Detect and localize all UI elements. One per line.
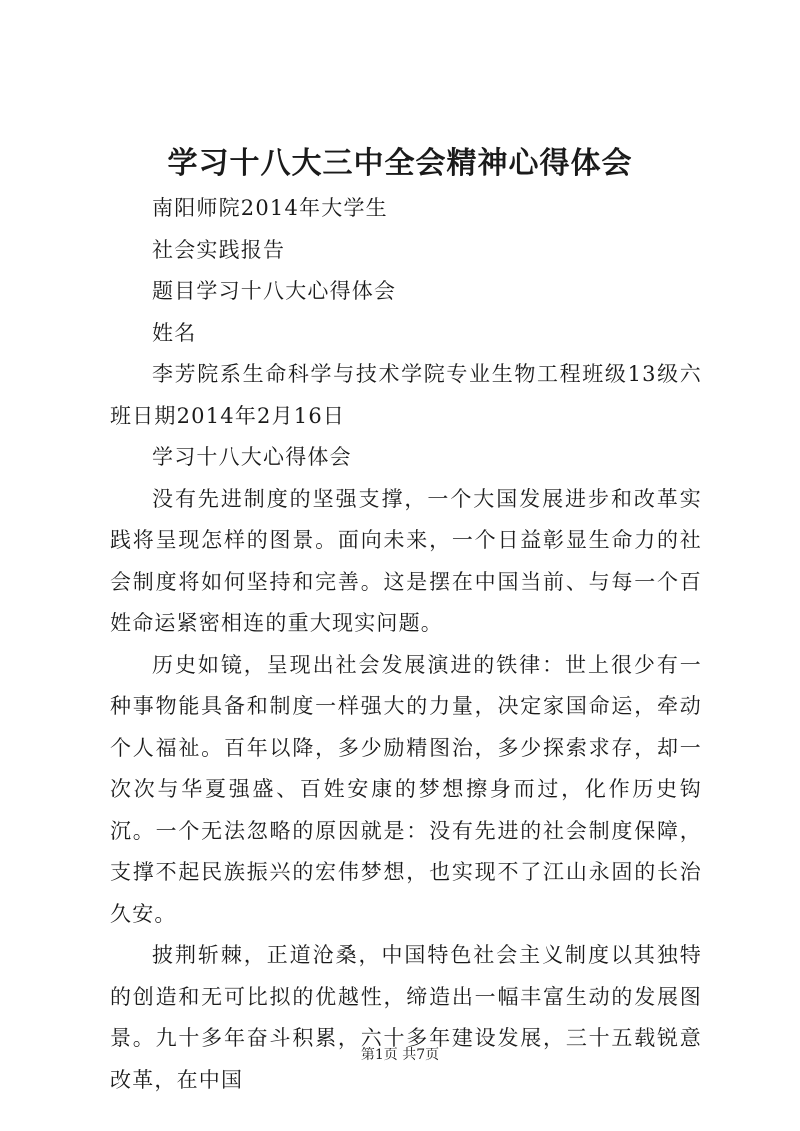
paragraph: 没有先进制度的坚强支撑，一个大国发展进步和改革实践将呈现怎样的图景。面向未来，一个日益彰显生命力的社会制度将如何坚持和完善。这是摆在中国当前、与每一个百姓命运紧密相连的重大现实问题。: [110, 486, 702, 635]
page-footer: 第1页 共7页: [360, 1047, 440, 1063]
paragraph: 历史如镜，呈现出社会发展演进的铁律：世上很少有一种事物能具备和制度一样强大的力量，决定家国命运，牵动个人福祉。百年以降，多少励精图治，多少探索求存，却一次次与华夏强盛、百姓安康的梦想擦身而过，化作历史钩沉。一个无法忽略的原因就是：没有先进的社会制度保障，支撑不起民族振兴的宏伟梦想，也实现不了江山永固的长治久安。: [110, 652, 702, 926]
paragraph: 南阳师院2014年大学生: [152, 196, 388, 220]
document-title: 学习十八大三中全会精神心得体会: [167, 146, 633, 181]
paragraph: 李芳院系生命科学与技术学院专业生物工程班级13级六班日期2014年2月16日: [110, 362, 702, 428]
paragraph: 学习十八大心得体会: [152, 445, 352, 469]
paragraph: 姓名: [152, 320, 197, 345]
paragraph: 社会实践报告: [152, 237, 286, 262]
document-body: [110, 188, 702, 1101]
paragraph: 题目学习十八大心得体会: [152, 279, 397, 303]
paragraph: 披荆斩棘，正道沧桑，中国特色社会主义制度以其独特的创造和无可比拟的优越性，缔造出一幅丰富生动的发展图景。九十多年奋斗积累，六十多年建设发展，三十五载锐意改革，在中国: [110, 943, 702, 1092]
